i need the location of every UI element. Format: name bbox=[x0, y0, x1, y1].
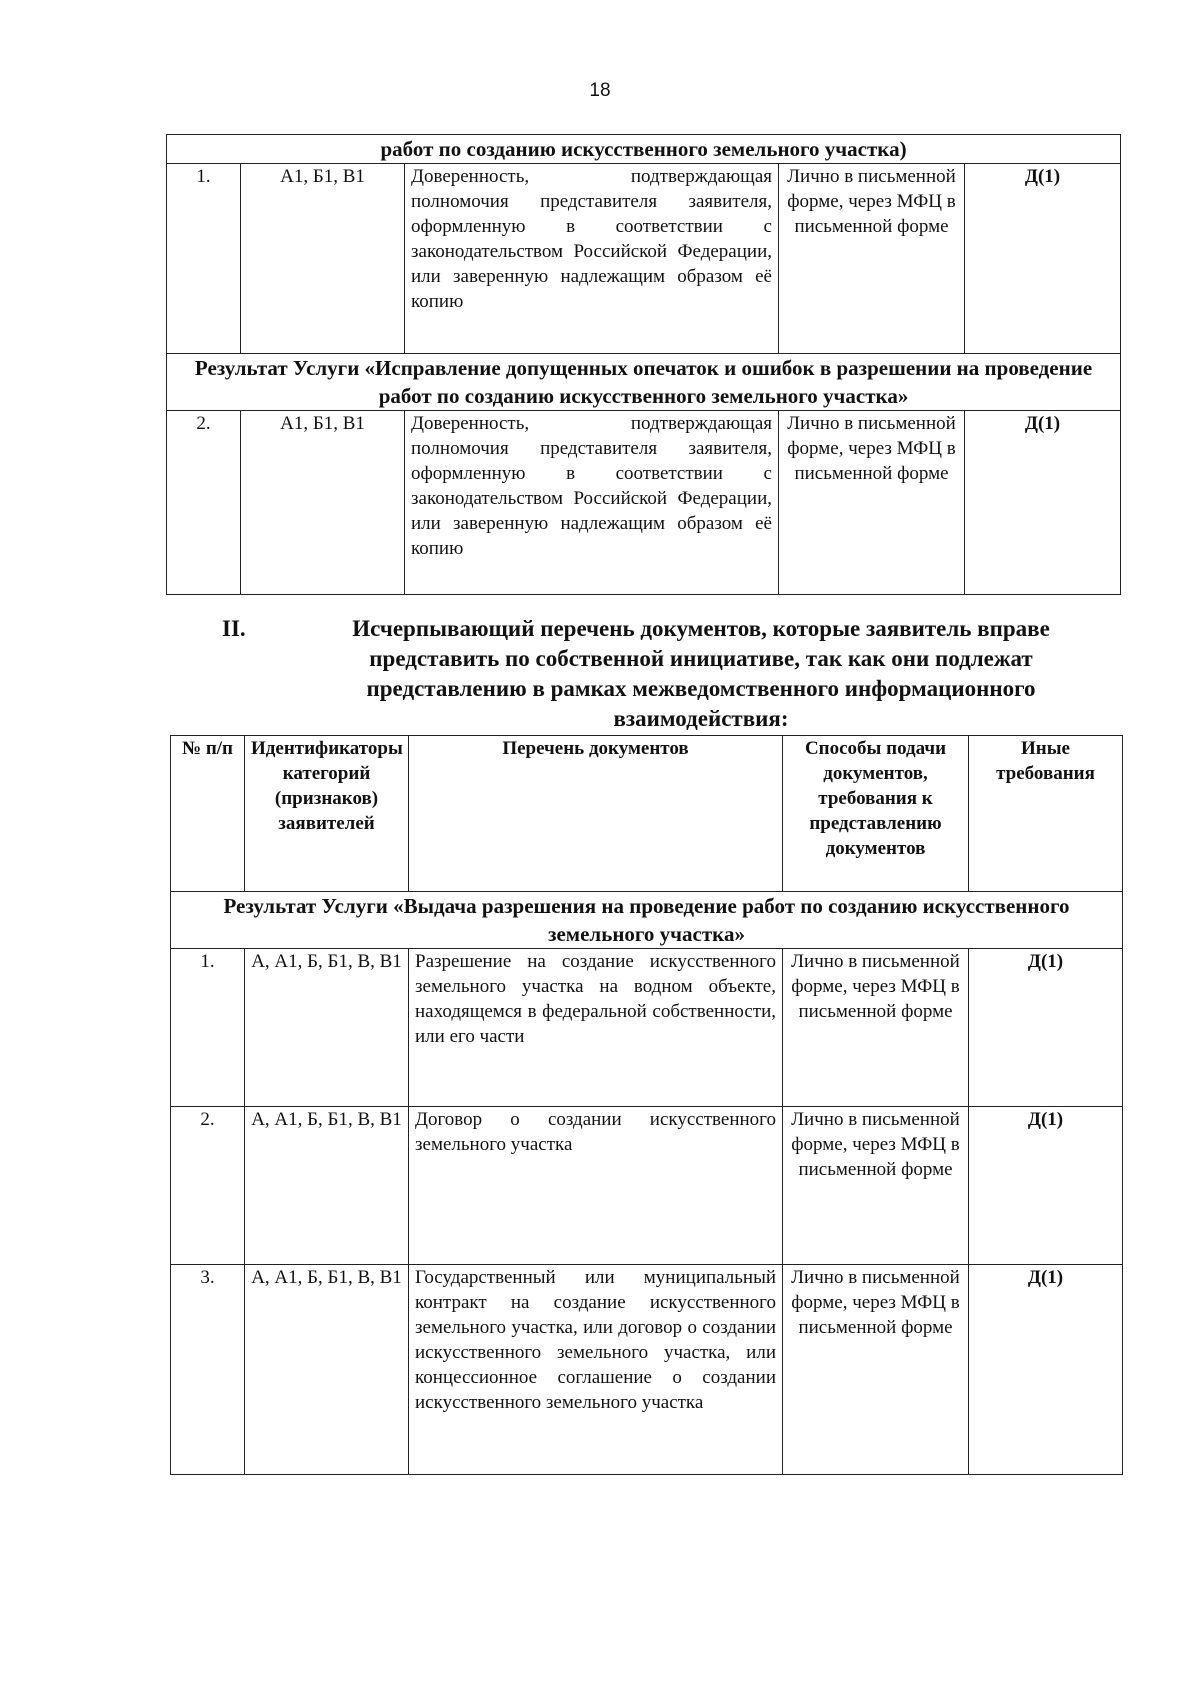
applicant-categories: А, А1, Б, Б1, В, В1 bbox=[245, 1107, 409, 1265]
table-row bbox=[171, 1265, 1123, 1475]
document-description: Договор о создании искусственного земельного участка bbox=[409, 1107, 783, 1265]
section-number: II. bbox=[222, 616, 246, 641]
table-row bbox=[171, 1107, 1123, 1265]
applicant-categories: А1, Б1, В1 bbox=[241, 411, 405, 595]
row-number: 2. bbox=[171, 1107, 245, 1265]
table-row bbox=[171, 949, 1123, 1107]
documents-table-top bbox=[166, 134, 1121, 595]
column-header-categories: Идентификаторы категорий (признаков) заявителей bbox=[245, 736, 409, 892]
other-requirements: Д(1) bbox=[969, 949, 1123, 1107]
table-row bbox=[167, 411, 1121, 595]
submission-method: Лично в письменной форме, через МФЦ в письменной форме bbox=[779, 164, 965, 354]
row-number: 3. bbox=[171, 1265, 245, 1475]
document-description: Доверенность, подтверждающая полномочия представителя заявителя, оформленную в соответствии с законодательством Российской Федерации, или заверенную надлежащим образом её копию bbox=[405, 411, 779, 595]
applicant-categories: А1, Б1, В1 bbox=[241, 164, 405, 354]
page-number: 18 bbox=[589, 80, 611, 101]
row-number: 2. bbox=[167, 411, 241, 595]
document-description: Разрешение на создание искусственного земельного участка на водном объекте, находящемся в федеральной собственности, или его части bbox=[409, 949, 783, 1107]
other-requirements: Д(1) bbox=[969, 1107, 1123, 1265]
documents-table-interagency bbox=[170, 735, 1123, 1475]
other-requirements: Д(1) bbox=[969, 1265, 1123, 1475]
submission-method: Лично в письменной форме, через МФЦ в письменной форме bbox=[783, 949, 969, 1107]
section-result-row: Результат Услуги «Исправление допущенных опечаток и ошибок в разрешении на проведение работ по созданию искусственного земельного участка» bbox=[167, 354, 1121, 411]
column-header-other: Иные требования bbox=[969, 736, 1123, 892]
table-row bbox=[171, 892, 1123, 949]
column-header-methods: Способы подачи документов, требования к представлению документов bbox=[783, 736, 969, 892]
submission-method: Лично в письменной форме, через МФЦ в письменной форме bbox=[783, 1265, 969, 1475]
table-row bbox=[167, 135, 1121, 164]
section-title: Исчерпывающий перечень документов, которые заявитель вправе представить по собственной инициативе, так как они подлежат представлению в рамках межведомственного информационного взаимодействия: bbox=[352, 616, 1050, 731]
submission-method: Лично в письменной форме, через МФЦ в письменной форме bbox=[779, 411, 965, 595]
section-result-row: Результат Услуги «Выдача разрешения на проведение работ по созданию искусственного земельного участка» bbox=[171, 892, 1123, 949]
other-requirements: Д(1) bbox=[965, 164, 1121, 354]
table-row bbox=[167, 164, 1121, 354]
column-header-num: № п/п bbox=[171, 736, 245, 892]
section-result-row: работ по созданию искусственного земельного участка) bbox=[167, 135, 1121, 164]
table-header-row bbox=[171, 736, 1123, 892]
applicant-categories: А, А1, Б, Б1, В, В1 bbox=[245, 1265, 409, 1475]
column-header-documents: Перечень документов bbox=[409, 736, 783, 892]
other-requirements: Д(1) bbox=[965, 411, 1121, 595]
submission-method: Лично в письменной форме, через МФЦ в письменной форме bbox=[783, 1107, 969, 1265]
row-number: 1. bbox=[167, 164, 241, 354]
section-heading bbox=[222, 614, 1102, 734]
applicant-categories: А, А1, Б, Б1, В, В1 bbox=[245, 949, 409, 1107]
document-description: Государственный или муниципальный контракт на создание искусственного земельного участка, или договор о создании искусственного земельного участка, или концессионное соглашение о создании искусственного земельного участка bbox=[409, 1265, 783, 1475]
document-description: Доверенность, подтверждающая полномочия представителя заявителя, оформленную в соответствии с законодательством Российской Федерации, или заверенную надлежащим образом её копию bbox=[405, 164, 779, 354]
table-row bbox=[167, 354, 1121, 411]
row-number: 1. bbox=[171, 949, 245, 1107]
